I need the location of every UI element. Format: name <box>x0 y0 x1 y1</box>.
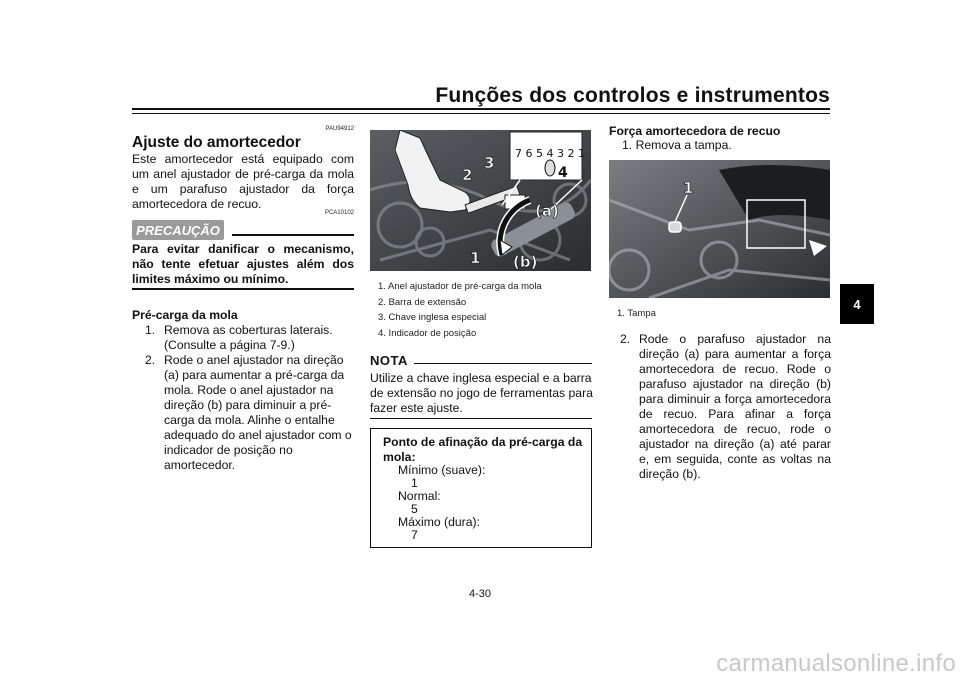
section-heading: Ajuste do amortecedor <box>132 134 301 151</box>
step-text: Rode o anel ajustador na direção (a) para aumentar a pré-carga da mola. Rode o anel ajustador na direção (b) para diminuir a pré-carga da mola. Alinhe o entalhe adequado do anel ajustador com o indicador de posição no amortecedor. <box>164 353 352 472</box>
spec-max-value: 7 <box>411 528 418 542</box>
caution-text: Para evitar danificar o mecanismo, não tente efetuar ajustes além dos limites máximo ou mínimo. <box>132 242 354 286</box>
caption-item: 3. Chave inglesa especial <box>378 312 487 323</box>
caption-item: 4. Indicador de posição <box>378 327 477 339</box>
spec-normal-label: Normal: <box>398 489 441 503</box>
rebound-step-2 <box>620 332 831 482</box>
rebound-cap-photo <box>609 160 830 298</box>
spec-min-value: 1 <box>411 476 418 490</box>
header-rule-thin <box>132 113 830 114</box>
watermark-text: carmanualsonline.info <box>716 650 956 677</box>
figure-label-3: 3 <box>484 154 495 172</box>
caution-code: PCA10102 <box>324 210 354 216</box>
step-text: Rode o parafuso ajustador na direção (a) para aumentar a força amortecedora de recuo. Rode o parafuso ajustador na direção (b) para diminuir a força amortecedora de recuo. Para afinar a força amortecedora de recuo, rode o ajustador na direção (a) até parar e, em seguida, conte as voltas na direção (b). <box>639 332 831 481</box>
figure-label-1: 1 <box>683 179 694 197</box>
caption-item: 2. Barra de extensão <box>378 296 467 308</box>
position-scale: 7 6 5 4 3 2 1 <box>515 147 585 160</box>
rebound-steps <box>620 332 831 482</box>
spec-min-label: Mínimo (suave): <box>398 463 486 477</box>
page-title: Funções dos controlos e instrumentos <box>435 84 830 107</box>
list-item <box>145 353 354 473</box>
page-number: 4-30 <box>468 588 492 600</box>
spec-title: Ponto de afinação da pré-carga da mola: <box>383 435 583 464</box>
nota-bottom-rule <box>370 418 592 419</box>
rebound-figure-illustration <box>609 160 830 298</box>
preload-steps <box>145 323 354 473</box>
rebound-caption: 1. Tampa <box>617 308 656 319</box>
nota-rule <box>414 363 592 364</box>
spec-max-label: Máximo (dura): <box>398 515 480 529</box>
step-text: Remova as coberturas laterais. (Consulte a página 7-9.) <box>164 323 333 352</box>
figure-label-b: (b) <box>513 253 538 271</box>
rebound-step-1 <box>622 138 831 153</box>
preload-figure-illustration <box>370 130 591 271</box>
figure-label-2: 2 <box>462 166 473 184</box>
caution-badge: PRECAUÇÃO <box>132 220 224 240</box>
nota-label: NOTA <box>370 353 408 368</box>
caution-bottom-rule <box>132 288 354 290</box>
preload-heading: Pré-carga da mola <box>132 308 238 322</box>
nota-text: Utilize a chave inglesa especial e a barra de extensão no jogo de ferramentas para fazer este ajuste. <box>370 371 593 415</box>
preload-adjuster-photo <box>370 130 591 271</box>
section-code: PAU94912 <box>325 126 354 132</box>
figure-captions <box>378 279 593 341</box>
spec-box <box>370 428 592 548</box>
caution-rule <box>232 234 354 236</box>
step-number: 2. <box>145 353 156 367</box>
step-text: Remova a tampa. <box>635 138 732 152</box>
chapter-tab[interactable]: 4 <box>840 284 874 324</box>
spec-normal-value: 5 <box>411 502 418 516</box>
list-item <box>620 332 831 482</box>
header-rule <box>132 108 830 110</box>
figure-label-a: (a) <box>535 202 559 220</box>
figure-label-4: 4 <box>558 165 568 181</box>
step-number: 2. <box>620 332 631 346</box>
caption-item: 1. Anel ajustador de pré-carga da mola <box>378 281 542 292</box>
step-number: 1. <box>145 323 156 337</box>
intro-paragraph: Este amortecedor está equipado com um anel ajustador de pré-carga da mola e um parafuso ajustador da força amortecedora de recuo. <box>132 152 354 211</box>
rebound-heading: Força amortecedora de recuo <box>609 124 781 138</box>
figure-label-1: 1 <box>470 249 481 267</box>
list-item <box>145 323 354 353</box>
step-number: 1. <box>622 138 633 152</box>
